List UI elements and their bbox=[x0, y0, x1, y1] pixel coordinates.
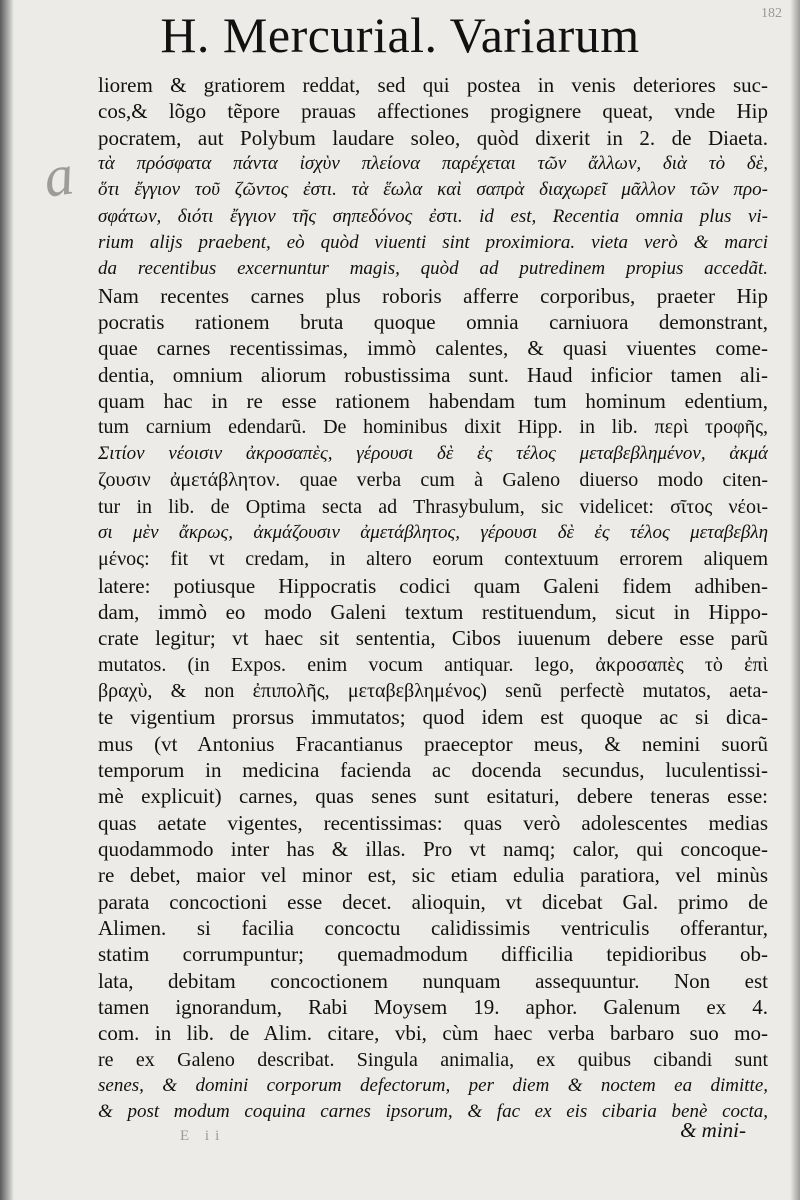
running-title: H. Mercurial. Variarum bbox=[160, 7, 640, 63]
text-line: βραχὺ, & non ἐπιπολῆς, μεταβεβλημένος) senũ perfectè mutatos, aeta- bbox=[98, 679, 768, 702]
text-line: liorem & gratiorem reddat, sed qui postea in venis deteriores suc- bbox=[98, 73, 768, 97]
page-number: 182 bbox=[761, 6, 782, 21]
page-edge-shadow bbox=[790, 0, 800, 1200]
text-line: statim corrumpuntur; quemadmodum difficilia tepidioribus ob- bbox=[98, 942, 768, 967]
text-line: μένος: fit vt credam, in altero eorum contextuum errorem aliquem bbox=[98, 548, 768, 571]
text-line: & post modum coquina carnes ipsorum, & fac ex eis cibaria benè cocta, bbox=[98, 1101, 768, 1123]
page-gutter-shadow bbox=[0, 0, 14, 1200]
text-line: re debet, maior vel minor est, sic etiam edulia paratiora, vel minùs bbox=[98, 863, 768, 888]
text-line: tur in lib. de Optima secta ad Thrasybulum, sic videlicet: σῖτος νέοι- bbox=[98, 495, 768, 518]
text-line: com. in lib. de Alim. citare, vbi, cùm haec verba barbaro suo mo- bbox=[98, 1021, 768, 1046]
text-line: Alimen. si facilia concoctu calidissimis ventriculis offerantur, bbox=[98, 916, 768, 940]
text-line: Nam recentes carnes plus roboris afferre corporibus, praeter Hip bbox=[98, 283, 768, 308]
text-line: lata, debitam concoctionem nunquam assequuntur. Non est bbox=[98, 968, 768, 993]
text-line: pocratis rationem bruta quoque omnia carniuora demonstrant, bbox=[98, 310, 768, 335]
text-line: quae carnes recentissimas, immò calentes, & quasi viuentes come- bbox=[98, 336, 768, 361]
text-line: temporum in medicina facienda ac docenda secundus, luculentissi- bbox=[98, 757, 768, 782]
text-line: te vigentium prorsus immutatos; quod idem est quoque ac si dica- bbox=[98, 705, 768, 730]
text-line: τὰ πρόσφατα πάντα ἰσχὺν πλείονα παρέχεται τῶν ἄλλων, διὰ τὸ δὲ, bbox=[98, 153, 768, 175]
signature-mark: E ii bbox=[180, 1128, 226, 1144]
text-line: tum carnium edendarũ. De hominibus dixit Hipp. in lib. περὶ τροφῆς, bbox=[98, 416, 768, 439]
text-line: mè explicuit) carnes, quas senes sunt esitaturi, debere teneras esse: bbox=[98, 784, 768, 809]
catchword: & mini- bbox=[680, 1118, 746, 1142]
body-text bbox=[98, 72, 768, 1126]
text-line: rium alijs praebent, eò quòd viuenti sint proximiora. vieta verò & marci bbox=[98, 232, 768, 254]
text-line: Σιτίον νέοισιν ἀκροσαπὲς, γέρουσι δὲ ἐς τέλος μεταβεβλημένον, ἀκμά bbox=[98, 442, 768, 464]
text-line: re ex Galeno describat. Singula animalia, ex quibus cibandi sunt bbox=[98, 1048, 768, 1071]
text-line: crate legitur; vt haec sit sententia, Cibos iuuenum debere esse parũ bbox=[98, 626, 768, 651]
text-line: dentia, omnium aliorum robustissima sunt. Haud inficior tamen ali- bbox=[98, 362, 768, 387]
text-line: latere: potiusque Hippocratis codici quam Galeni fidem adhiben- bbox=[98, 573, 768, 598]
text-line: ὅτι ἔγγιον τοῦ ζῶντος ἐστι. τὰ ἕωλα καὶ σαπρὰ διαχωρεῖ μᾶλλον τῶν προ- bbox=[98, 179, 768, 201]
text-line: pocratem, aut Polybum laudare soleo, quòd dixerit in 2. de Diaeta. bbox=[98, 125, 768, 150]
text-line: cos,& lõgo tẽpore prauas affectiones progignere queat, vnde Hip bbox=[98, 99, 768, 124]
text-line: ζουσιν ἀμετάβλητον. quae verba cum à Galeno diuerso modo citen- bbox=[98, 469, 768, 492]
margin-annotation: a bbox=[39, 141, 78, 210]
text-line: dam, immò eo modo Galeni textum restituendum, sicut in Hippo- bbox=[98, 599, 768, 624]
text-line: parata concoctioni esse decet. alioquin, vt dicebat Gal. primo de bbox=[98, 889, 768, 914]
text-line: senes, & domini corporum defectorum, per diem & noctem ea dimitte, bbox=[98, 1075, 768, 1097]
text-line: quam hac in re esse rationem habendam tum hominum edentium, bbox=[98, 389, 768, 414]
text-line: quodammodo inter has & illas. Pro vt namq; calor, qui concoque- bbox=[98, 836, 768, 861]
text-line: da recentibus excernuntur magis, quòd ad putredinem propius accedãt. bbox=[98, 258, 768, 280]
text-line: σι μὲν ἄκρως, ἀκμάζουσιν ἀμετάβλητος, γέρουσι δὲ ἐς τέλος μεταβεβλη bbox=[98, 521, 768, 543]
text-line: mus (vt Antonius Fracantianus praeceptor meus, & nemini suorũ bbox=[98, 731, 768, 756]
text-line: tamen ignorandum, Rabi Moysem 19. aphor. Galenum ex 4. bbox=[98, 995, 768, 1020]
text-line: quas aetate vigentes, recentissimas: quas verò adolescentes medias bbox=[98, 810, 768, 835]
text-line: σφάτων, διότι ἔγγιον τῆς σηπεδόνος ἐστι. id est, Recentia omnia plus vi- bbox=[98, 205, 768, 227]
text-line: mutatos. (in Expos. enim vocum antiquar. lego, ἀκροσαπὲς τὸ ἐπὶ bbox=[98, 653, 768, 676]
